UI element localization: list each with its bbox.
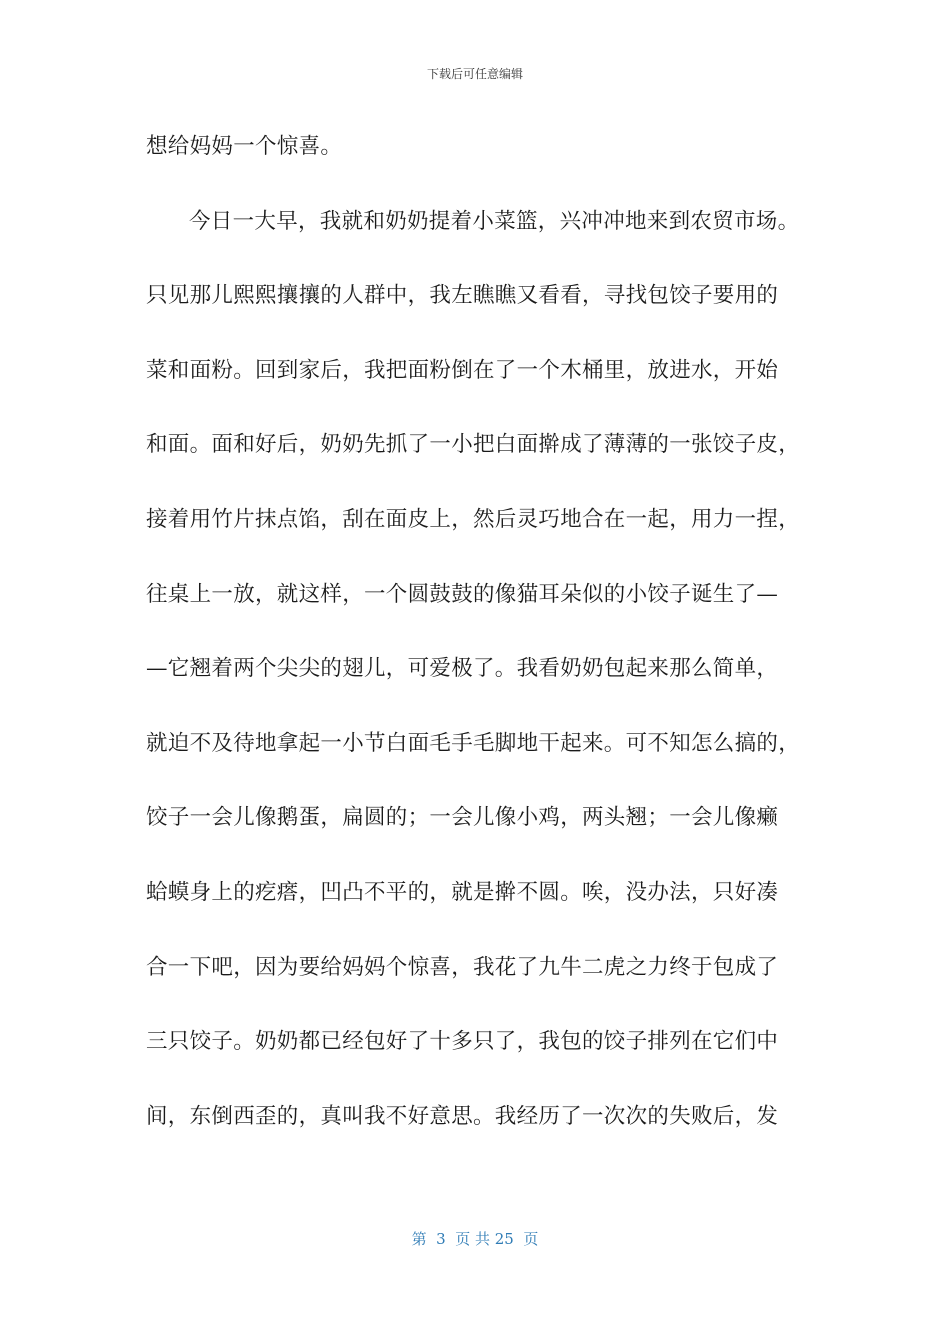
text-line: 只见那儿熙熙攘攘的人群中，我左瞧瞧又看看，寻找包饺子要用的 <box>146 283 779 309</box>
text-line: 饺子一会儿像鹅蛋，扁圆的；一会儿像小鸡，两头翘；一会儿像癞 <box>146 805 779 831</box>
page-header: 下载后可任意编辑 <box>426 67 523 81</box>
document-body <box>146 124 816 1168</box>
text-line: 今日一大早，我就和奶奶提着小菜篮，兴冲冲地来到农贸市场。 <box>189 208 800 234</box>
text-line: 接着用竹片抹点馅，刮在面皮上，然后灵巧地合在一起，用力一捏， <box>146 506 801 532</box>
text-line: 间，东倒西歪的，真叫我不好意思。我经历了一次次的失败后，发 <box>146 1103 779 1129</box>
text-line: 就迫不及待地拿起一小节白面毛手毛脚地干起来。可不知怎么搞的， <box>146 730 801 756</box>
text-line: 三只饺子。奶奶都已经包好了十多只了，我包的饺子排列在它们中 <box>146 1029 779 1055</box>
text-line: 想给妈妈一个惊喜。 <box>146 134 343 159</box>
text-line: 和面。面和好后，奶奶先抓了一小把白面擀成了薄薄的一张饺子皮， <box>146 432 801 458</box>
text-line: 蛤蟆身上的疙瘩，凹凸不平的，就是擀不圆。唉，没办法，只好凑 <box>146 879 779 905</box>
text-line: 菜和面粉。回到家后，我把面粉倒在了一个木桶里，放进水，开始 <box>146 357 779 383</box>
text-line: 往桌上一放，就这样，一个圆鼓鼓的像猫耳朵似的小饺子诞生了— <box>146 581 779 607</box>
page-footer: 第 3 页 共 25 页 <box>411 1230 539 1248</box>
text-line: —它翘着两个尖尖的翅儿，可爱极了。我看奶奶包起来那么简单， <box>146 656 779 682</box>
text-line: 合一下吧，因为要给妈妈个惊喜，我花了九牛二虎之力终于包成了 <box>146 954 779 980</box>
